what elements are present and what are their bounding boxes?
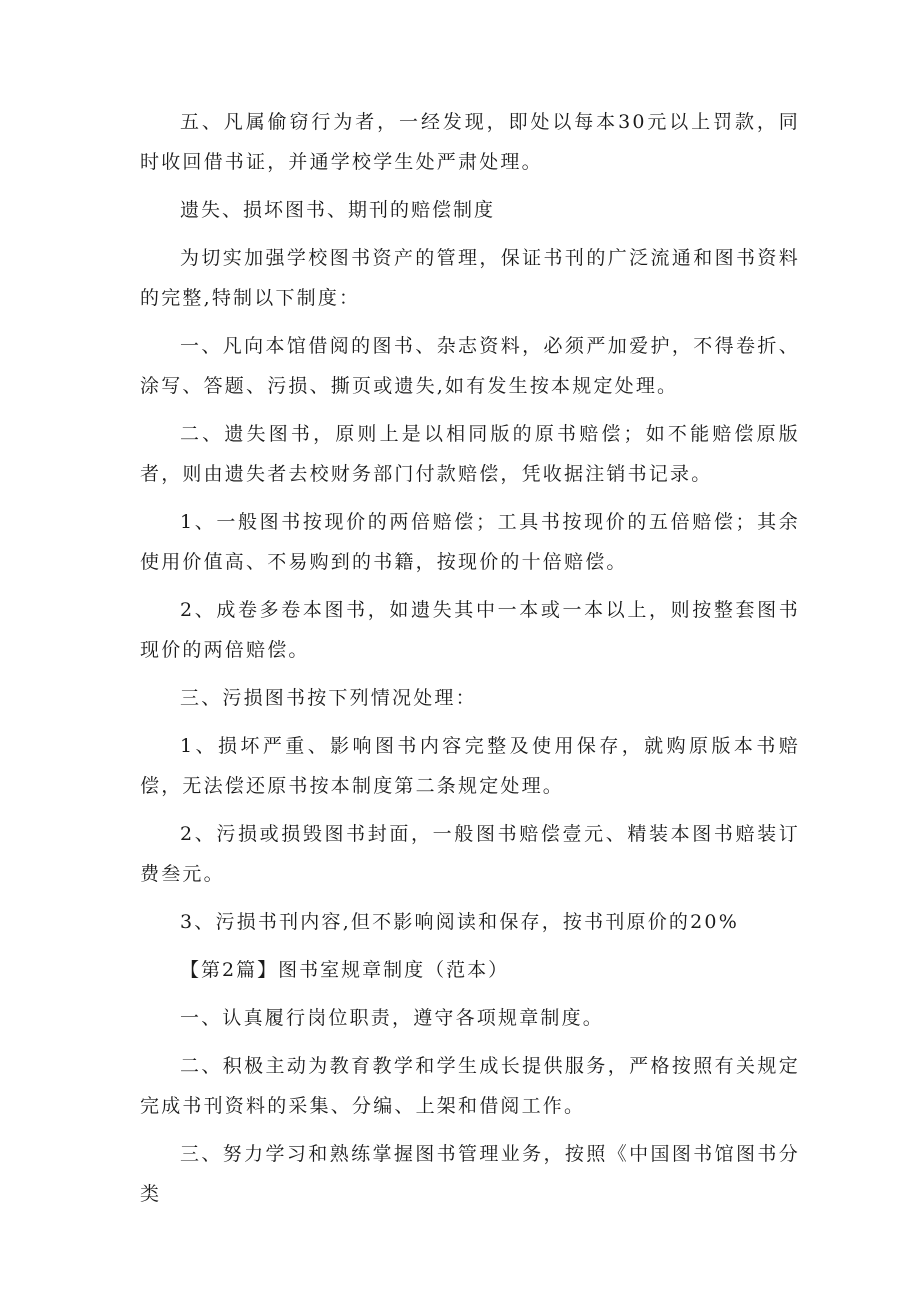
paragraph-rule-2-item-2: 2、成卷多卷本图书，如遗失其中一本或一本以上，则按整套图书现价的两倍赔偿。 xyxy=(140,599,800,661)
paragraph-rule-3-item-3: 3、污损书刊内容,但不影响阅读和保存，按书刊原价的20% xyxy=(180,911,739,933)
paragraph-duty-2: 二、积极主动为教育教学和学生成长提供服务，严格按照有关规定完成书刊资料的采集、分编、上架和借阅工作。 xyxy=(140,1055,800,1117)
paragraph-rule-3-item-2: 2、污损或损毁图书封面，一般图书赔偿壹元、精装本图书赔装订费叁元。 xyxy=(140,823,800,885)
section-heading-compensation: 遗失、损坏图书、期刊的赔偿制度 xyxy=(180,199,496,221)
paragraph-rule-3-item-1: 1、损坏严重、影响图书内容完整及使用保存，就购原版本书赔偿，无法偿还原书按本制度第二条规定处理。 xyxy=(140,735,800,797)
section-heading-part-2: 【第2篇】图书室规章制度（范本） xyxy=(180,959,510,981)
paragraph-rule-2: 二、遗失图书，原则上是以相同版的原书赔偿；如不能赔偿原版者，则由遗失者去校财务部门付款赔偿，凭收据注销书记录。 xyxy=(140,423,800,485)
paragraph-intro: 为切实加强学校图书资产的管理，保证书刊的广泛流通和图书资料的完整,特制以下制度： xyxy=(140,247,800,309)
paragraph-rule-3: 三、污损图书按下列情况处理： xyxy=(180,687,477,709)
paragraph-duty-1: 一、认真履行岗位职责，遵守各项规章制度。 xyxy=(180,1007,605,1029)
paragraph-rule-1: 一、凡向本馆借阅的图书、杂志资料，必须严加爱护，不得卷折、涂写、答题、污损、撕页或遗失,如有发生按本规定处理。 xyxy=(140,335,800,397)
paragraph-duty-3: 三、努力学习和熟练掌握图书管理业务，按照《中国图书馆图书分类 xyxy=(140,1143,800,1205)
paragraph-theft-penalty: 五、凡属偷窃行为者，一经发现，即处以每本30元以上罚款，同时收回借书证，并通学校学生处严肃处理。 xyxy=(140,111,800,173)
paragraph-rule-2-item-1: 1、一般图书按现价的两倍赔偿；工具书按现价的五倍赔偿；其余使用价值高、不易购到的书籍，按现价的十倍赔偿。 xyxy=(140,511,800,573)
